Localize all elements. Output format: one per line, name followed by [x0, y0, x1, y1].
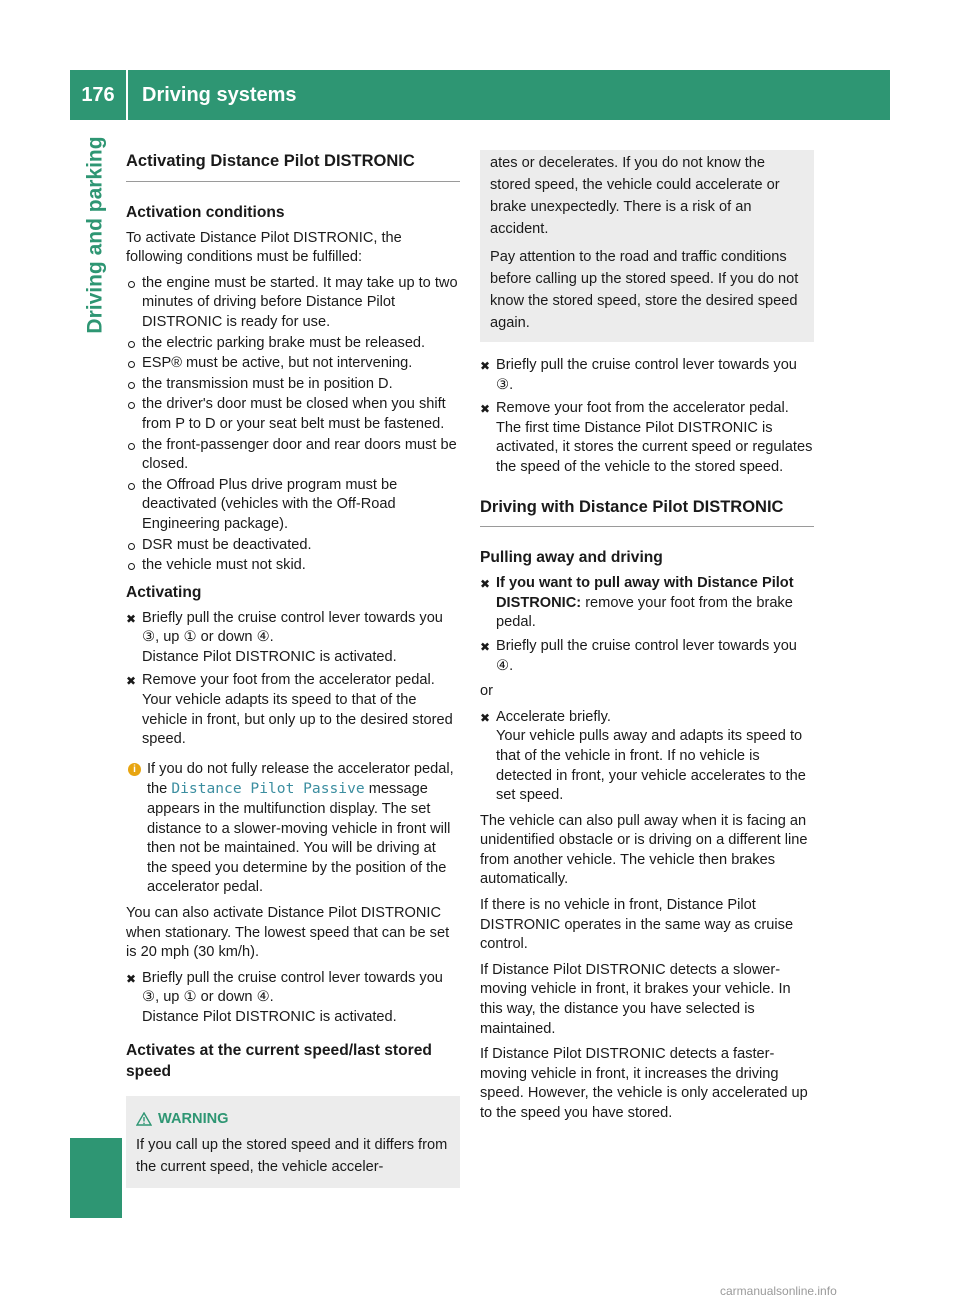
step-item	[480, 399, 814, 477]
step-text: Briefly pull the cruise control lever towards you ③, up ① or down ④.	[142, 969, 443, 1006]
warning-box-continued	[480, 150, 814, 342]
footer-watermark: carmanualsonline.info	[720, 1284, 837, 1298]
info-note-text	[147, 760, 460, 898]
step-rest-text: remove your foot from the brake pedal.	[496, 594, 793, 631]
right-column	[480, 150, 814, 1130]
page-number: 176	[81, 83, 115, 106]
step-item	[480, 356, 814, 395]
pulling-away-title: Pulling away and driving	[480, 549, 663, 567]
step-text: Briefly pull the cruise control lever towards you ③, up ① or down ④.	[142, 609, 443, 646]
warning-text: ates or decelerates. If you do not know the stored speed, the vehicle could accelerate or brake unexpectedly. There is a risk of an accident.	[490, 155, 780, 237]
list-item: DSR must be deactivated.	[126, 536, 460, 556]
paragraph: If Distance Pilot DISTRONIC detects a slower-moving vehicle in front, it brakes your vehicle. In this way, the distance you have selected is maintained.	[480, 961, 791, 1037]
paragraph: If Distance Pilot DISTRONIC detects a faster-moving vehicle in front, it increases the driving speed. However, the vehicle is only accelerated up to the speed you have stored.	[480, 1046, 808, 1121]
step-result: Distance Pilot DISTRONIC is activated.	[142, 1008, 397, 1025]
warning-triangle-icon	[136, 1112, 152, 1126]
note-text-start: If you do not fully release the accelerator pedal, the	[147, 760, 454, 798]
warning-label: WARNING	[158, 1110, 229, 1127]
display-message: Distance Pilot Passive	[171, 780, 365, 798]
step-result: Distance Pilot DISTRONIC is activated.	[142, 648, 397, 665]
stationary-paragraph: You can also activate Distance Pilot DISTRONIC when stationary. The lowest speed that can be set is 20 mph (30 km/h).	[126, 905, 450, 961]
step-text: Remove your foot from the accelerator pedal. The first time Distance Pilot DISTRONIC is activated, it stores the current speed or regulates the speed of the vehicle to the stored speed.	[496, 400, 813, 475]
step-arrow-icon: ✖	[480, 402, 491, 417]
step-result: Your vehicle pulls away and adapts its speed to that of the vehicle in front. If no vehicle is detected in front, your vehicle accelerates to the set speed.	[496, 728, 806, 804]
step-arrow-icon: ✖	[480, 710, 491, 725]
step-arrow-icon: ✖	[126, 674, 137, 689]
paragraph: The vehicle can also pull away when it is facing an unidentified obstacle or is driving on a different line from another vehicle. The vehicle then brakes automatically.	[480, 812, 808, 888]
list-item: the Offroad Plus drive program must be deactivated (vehicles with the Off-Road Engineering package).	[126, 476, 460, 535]
list-item: the driver's door must be closed when you shift from P to D or your seat belt must be fastened.	[126, 395, 460, 434]
list-item: the transmission must be in position D.	[126, 375, 460, 395]
step-arrow-icon: ✖	[480, 577, 491, 592]
or-text: or	[480, 683, 493, 700]
info-note	[126, 760, 460, 898]
step-arrow-icon: ✖	[480, 639, 491, 654]
header-divider	[126, 70, 128, 120]
step-arrow-icon: ✖	[126, 971, 137, 986]
pulling-steps	[480, 574, 814, 676]
current-speed-title: Activates at the current speed/last stored speed	[126, 1041, 432, 1080]
step-text: Remove your foot from the accelerator pedal. Your vehicle adapts its speed to that of the vehicle in front, but only up to the desired stored speed.	[142, 672, 453, 748]
activation-intro: To activate Distance Pilot DISTRONIC, the following conditions must be fulfilled:	[126, 229, 402, 266]
step-item	[480, 637, 814, 676]
section-title-activating: Activating Distance Pilot DISTRONIC	[126, 152, 460, 182]
list-item: ESP® must be active, but not intervening.	[126, 354, 460, 374]
step-text	[496, 574, 814, 633]
step-item	[126, 609, 460, 668]
warning-header	[136, 1108, 450, 1130]
step-text: Accelerate briefly.	[496, 708, 611, 725]
step-text: Briefly pull the cruise control lever towards you ③.	[496, 357, 797, 393]
left-column	[126, 140, 460, 1188]
info-icon: i	[128, 763, 141, 776]
activating-title: Activating	[126, 583, 202, 601]
step-item	[126, 671, 460, 749]
note-text-end: message appears in the multifunction display. The set distance to a slower-moving vehicle in front will then not be maintained. You will be driving at the speed you determine by the position of the accelerator pedal.	[147, 781, 451, 896]
stationary-steps	[126, 969, 460, 1028]
list-item: the vehicle must not skid.	[126, 556, 460, 576]
side-tab-marker	[70, 1138, 122, 1218]
list-item: the engine must be started. It may take up to two minutes of driving before Distance Pilot DISTRONIC is ready for use.	[126, 274, 460, 333]
step-arrow-icon: ✖	[126, 611, 137, 626]
accelerate-steps	[480, 708, 814, 806]
side-tab-label: Driving and parking	[84, 136, 108, 334]
step-item	[126, 969, 460, 1028]
header-title: Driving systems	[142, 83, 297, 106]
conditions-list	[126, 274, 460, 576]
step-item	[480, 708, 814, 806]
list-item: the electric parking brake must be released.	[126, 334, 460, 354]
warning-text: Pay attention to the road and traffic conditions before calling up the stored speed. If you do not know the stored speed, store the desired speed again.	[490, 249, 799, 331]
list-item: the front-passenger door and rear doors must be closed.	[126, 436, 460, 475]
page-header	[70, 70, 890, 120]
section-title-driving: Driving with Distance Pilot DISTRONIC	[480, 498, 814, 528]
activation-conditions-title: Activation conditions	[126, 203, 285, 221]
activating-steps	[126, 609, 460, 750]
side-tab	[70, 120, 122, 350]
step-item	[480, 574, 814, 633]
paragraph: If there is no vehicle in front, Distance Pilot DISTRONIC operates in the same way as cruise control.	[480, 897, 794, 953]
step-arrow-icon: ✖	[480, 359, 491, 373]
stored-speed-steps	[480, 356, 814, 478]
step-text: Briefly pull the cruise control lever towards you ④.	[496, 637, 797, 674]
warning-text: If you call up the stored speed and it differs from the current speed, the vehicle acceler-	[136, 1136, 448, 1175]
step-bold-text: If you want to pull away with Distance Pilot DISTRONIC:	[496, 575, 794, 611]
warning-box	[126, 1096, 460, 1188]
